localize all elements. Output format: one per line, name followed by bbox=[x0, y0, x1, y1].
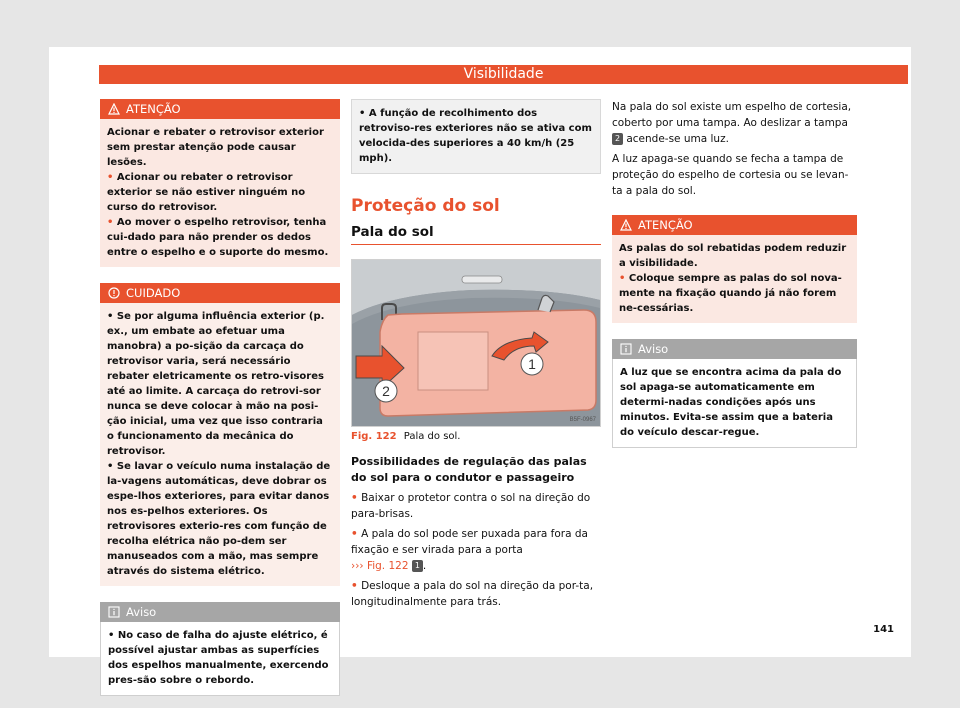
warning-bullet bbox=[107, 170, 333, 215]
bullet-text: Ao mover o espelho retrovisor, tenha cui-dado para não prender os dedos entre o espelho e o suporte do mesmo. bbox=[107, 217, 329, 258]
paragraph bbox=[612, 99, 857, 147]
warning-title: ATENÇÃO bbox=[126, 102, 181, 116]
bullet-dot: • bbox=[619, 273, 626, 284]
section-title: Proteção do sol bbox=[351, 196, 500, 216]
list-item-text: Baixar o protetor contra o sol na direção do para-brisas. bbox=[351, 492, 591, 520]
warning-intro: As palas do sol rebatidas podem reduzir a visibilidade. bbox=[619, 243, 847, 269]
info-icon bbox=[108, 606, 120, 618]
warning-box bbox=[100, 99, 340, 267]
warning-box-body bbox=[612, 235, 857, 323]
note-box-header bbox=[100, 602, 340, 622]
warning-bullet bbox=[619, 271, 850, 316]
list-item-end: . bbox=[422, 560, 427, 572]
bullet-dot: • bbox=[351, 528, 358, 540]
paragraph-text: acende-se uma luz. bbox=[626, 133, 729, 145]
figure-label-1: 1 bbox=[528, 356, 536, 372]
figure-code: B5F-0967 bbox=[569, 417, 596, 423]
subsection-title: Pala do sol bbox=[351, 224, 601, 245]
bullet-dot: • bbox=[351, 492, 358, 504]
bullet-dot: • bbox=[359, 108, 366, 119]
warning-bullet bbox=[107, 215, 333, 260]
page bbox=[49, 47, 911, 686]
warning-box bbox=[612, 215, 857, 323]
bullet-dot: • bbox=[107, 172, 114, 183]
list-item bbox=[351, 490, 601, 522]
bullet-text: Acionar ou rebater o retrovisor exterior se não estiver ninguém no curso do retrovisor. bbox=[107, 172, 306, 213]
caution-box bbox=[100, 283, 340, 586]
bullet-dot: • bbox=[107, 217, 114, 228]
bullet-text: Se lavar o veículo numa instalação de la-vagens automáticas, deve dobrar os espe-lhos exteriores, para evitar danos nos es-pelhos exteriores. Os retrovisores exterio-res com função de recolha elétrica não po-dem ser manuseados com a mão, mas sempre através do sistema elétrico. bbox=[107, 461, 331, 577]
paragraph: A luz apaga-se quando se fecha a tampa de proteção do espelho de cortesia ou se levan-ta a pala do sol. bbox=[612, 153, 849, 197]
bullet-text: Se por alguma influência exterior (p. ex., um embate ao efetuar uma manobra) a po-sição da carcaça do retrovisor varia, será necessário rebater eletricamente os retro-visores até ao limite. A carcaça do retrovi-sor nunca se deve colocar à mão na posi-ção inicial, uma vez que isso contraria o funcionamento da mecânica do retrovisor. bbox=[107, 311, 325, 457]
list-item bbox=[351, 578, 601, 610]
warning-intro: Acionar e rebater o retrovisor exterior sem prestar atenção pode causar lesões. bbox=[107, 127, 324, 168]
figure-sun-visor bbox=[351, 259, 601, 427]
caution-circle-icon bbox=[108, 287, 120, 299]
bullet-dot: • bbox=[351, 580, 358, 592]
note-title: Aviso bbox=[126, 605, 157, 619]
figure-caption-text: Pala do sol. bbox=[403, 431, 461, 442]
warning-triangle-icon bbox=[108, 103, 120, 115]
bullet-dot: • bbox=[108, 630, 115, 641]
list-item bbox=[351, 526, 601, 574]
column-middle bbox=[351, 99, 601, 614]
callout-badge: 2 bbox=[612, 133, 623, 145]
note-box-header bbox=[612, 339, 857, 359]
caution-box-body bbox=[100, 303, 340, 586]
list-item-text: A pala do sol pode ser puxada para fora da fixação e ser virada para a porta bbox=[351, 528, 588, 556]
warning-triangle-icon bbox=[620, 219, 632, 231]
figure-label-2: 2 bbox=[382, 383, 390, 399]
warning-box-body bbox=[100, 119, 340, 267]
bullet-text: Coloque sempre as palas do sol nova-mente na fixação quando já não forem ne-cessárias. bbox=[619, 273, 842, 314]
figure-caption bbox=[351, 431, 601, 442]
continued-caution-box bbox=[351, 99, 601, 174]
caution-title: CUIDADO bbox=[126, 286, 181, 300]
caution-bullet bbox=[359, 106, 593, 166]
caution-bullet bbox=[107, 459, 333, 579]
note-box bbox=[612, 339, 857, 448]
note-title: Aviso bbox=[638, 342, 669, 356]
note-box bbox=[100, 602, 340, 696]
caution-box-header bbox=[100, 283, 340, 303]
warning-title: ATENÇÃO bbox=[638, 218, 693, 232]
note-bullet bbox=[108, 628, 332, 688]
bullet-dot: • bbox=[107, 311, 114, 322]
paragraph-text: Na pala do sol existe um espelho de cortesia, coberto por uma tampa. Ao deslizar a tampa bbox=[612, 101, 852, 129]
column-right bbox=[612, 99, 857, 464]
chapter-header: Visibilidade bbox=[99, 65, 908, 84]
info-icon bbox=[620, 343, 632, 355]
column-left bbox=[100, 99, 340, 708]
bullet-dot: • bbox=[107, 461, 114, 472]
figure-reference-link[interactable]: Fig. 122 bbox=[366, 560, 409, 572]
note-box-body bbox=[100, 622, 340, 696]
figure-number: Fig. 122 bbox=[351, 431, 397, 442]
bullet-text: A função de recolhimento dos retroviso-res exteriores não se ativa com velocida-des superiores a 40 km/h (25 mph). bbox=[359, 108, 592, 164]
page-number: 141 bbox=[873, 624, 894, 635]
bullet-text: No caso de falha do ajuste elétrico, é possível ajustar ambas as superfícies dos espelhos manualmente, exercendo pres-são sobre o rebordo. bbox=[108, 630, 329, 686]
caution-bullet bbox=[107, 309, 333, 459]
sun-visor-illustration bbox=[352, 260, 600, 426]
paragraph-heading: Possibilidades de regulação das palas do sol para o condutor e passageiro bbox=[351, 455, 587, 484]
note-box-body: A luz que se encontra acima da pala do sol apaga-se automaticamente em determi-nadas condições após uns minutos. Evita-se assim que a bateria do veículo descar-regue. bbox=[612, 359, 857, 448]
cross-reference-arrow: ››› bbox=[351, 560, 364, 572]
list-item-text: Desloque a pala do sol na direção da por-ta, longitudinalmente para trás. bbox=[351, 580, 594, 608]
warning-box-header bbox=[612, 215, 857, 235]
callout-badge: 1 bbox=[412, 560, 423, 572]
warning-box-header bbox=[100, 99, 340, 119]
